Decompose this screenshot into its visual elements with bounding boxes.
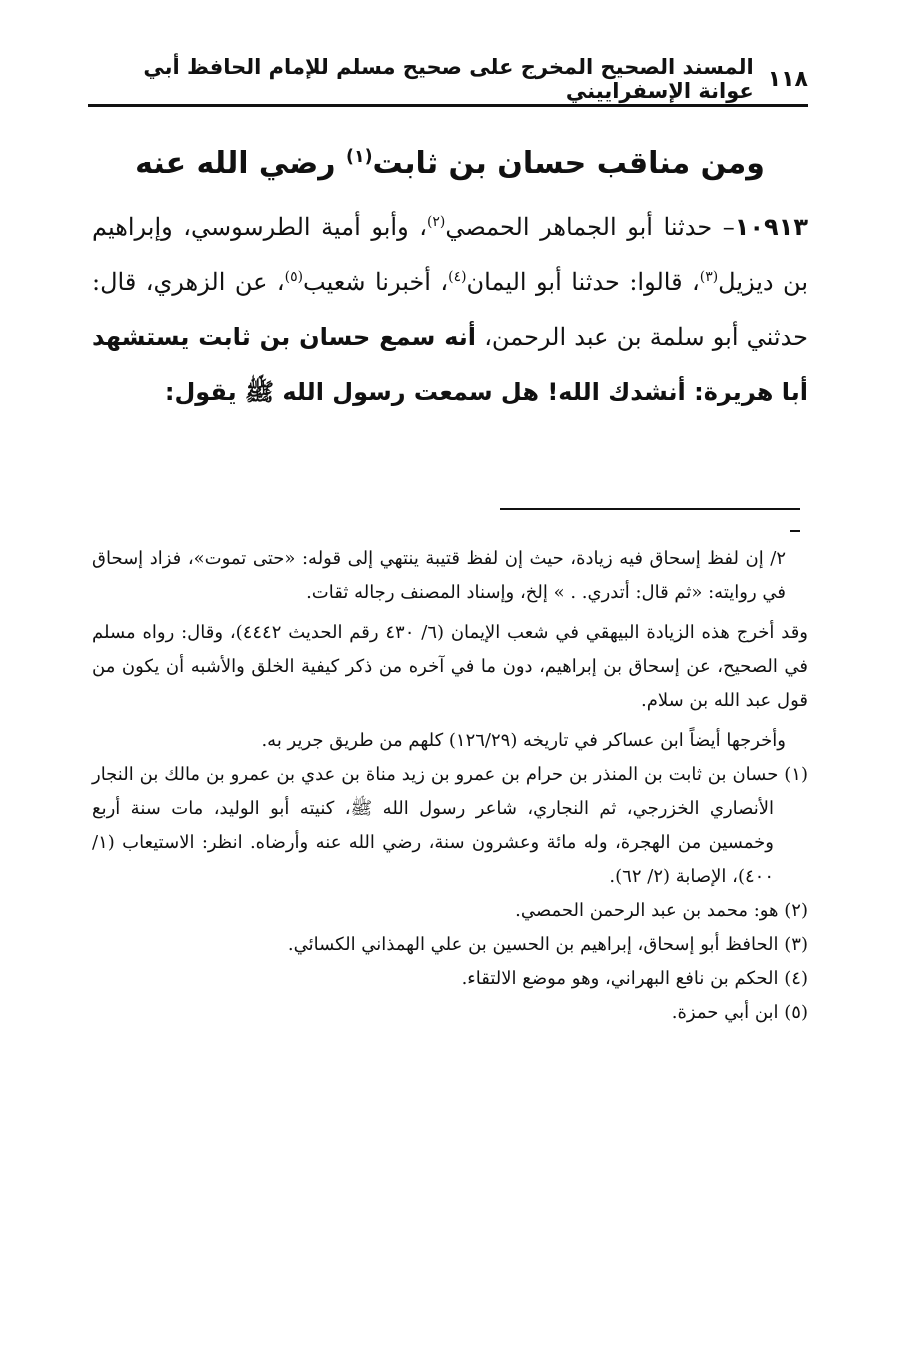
footnote-3: (٣) الحافظ أبو إسحاق، إبراهيم بن الحسين بن علي الهمذاني الكسائي. — [287, 934, 808, 955]
footnotes — [92, 542, 808, 1030]
header-rule — [88, 104, 808, 107]
chapter-title — [100, 146, 800, 181]
chapter-title-text: ومن مناقب حسان بن ثابت — [372, 146, 765, 181]
footnote-separator — [500, 508, 800, 510]
hadith-segment: ، أخبرنا شعيب — [303, 268, 449, 296]
continuation-mark — [790, 530, 800, 532]
hadith-text — [92, 200, 808, 420]
footnote-1: (١) حسان بن ثابت بن المنذر بن حرام بن عمرو بن زيد مناة بن عدي بن عمرو بن مالك بن النجار الأنصاري الخزرجي، ثم النجاري، شاعر رسول الله ﷺ، كنيته أبو الوليد، مات سنة أربع وخمسين من الهجرة، وله مائة وعشرون سنة، رضي الله عنه وأرضاه. انظر: الاستيعاب (١/ ٤٠٠)، الإصابة (٢/ ٦٢). — [92, 764, 808, 887]
hadith-segment: ، عن الزهري، قال: حدثني أبو سلمة بن عبد الرحمن، — [92, 268, 809, 351]
running-header — [88, 55, 808, 103]
hadith-segment: ، قالوا: حدثنا أبو اليمان — [466, 268, 700, 296]
footnote-ref: (١) — [346, 147, 373, 167]
hadith-segment: ، وأبو أمية الطرسوسي، وإبراهيم بن ديزيل — [92, 213, 809, 296]
footnote-continuation: ٢/ إن لفظ إسحاق فيه زيادة، حيث إن لفظ قتيبة ينتهي إلى قوله: «حتى تموت»، فزاد إسحاق في روايته: «ثم قال: أتدري. . » إلخ، وإسناد المصنف رجاله ثقات. — [92, 548, 786, 603]
hadith-segment: – حدثنا أبو الجماهر الحمصي — [445, 213, 735, 241]
footnote-continuation: وأخرجها أيضاً ابن عساكر في تاريخه (١٢٦/٢٩) كلهم من طريق جرير به. — [261, 730, 786, 751]
footnote-ref: (٣) — [699, 269, 719, 285]
footnote-4: (٤) الحكم بن نافع البهراني، وهو موضع الالتقاء. — [461, 968, 808, 989]
page-number: ١١٨ — [767, 66, 808, 92]
footnote-2: (٢) هو: محمد بن عبد الرحمن الحمصي. — [515, 900, 808, 921]
hadith-number: ١٠٩١٣ — [734, 213, 808, 241]
footnote-ref: (٥) — [284, 269, 304, 285]
footnote-continuation: وقد أخرج هذه الزيادة البيهقي في شعب الإيمان (٦/ ٤٣٠ رقم الحديث ٤٤٤٢)، وقال: رواه مسلم في الصحيح، عن إسحاق بن إبراهيم، دون ما في آخره من ذكر كيفية الخلق والأشبه أن يكون من قول عبد الله بن سلام. — [92, 622, 808, 711]
hadith-bold-text: أنه سمع حسان بن ثابت يستشهد أبا هريرة: أنشدك الله! هل سمعت رسول الله ﷺ يقول: — [92, 323, 808, 406]
running-title: المسند الصحيح المخرج على صحيح مسلم للإمام الحافظ أبي عوانة الإسفراييني — [143, 55, 754, 103]
footnote-5: (٥) ابن أبي حمزة. — [671, 1002, 808, 1023]
footnote-ref: (٤) — [448, 269, 467, 285]
footnote-ref: (٢) — [426, 214, 446, 230]
chapter-title-suffix: رضي الله عنه — [135, 146, 346, 181]
